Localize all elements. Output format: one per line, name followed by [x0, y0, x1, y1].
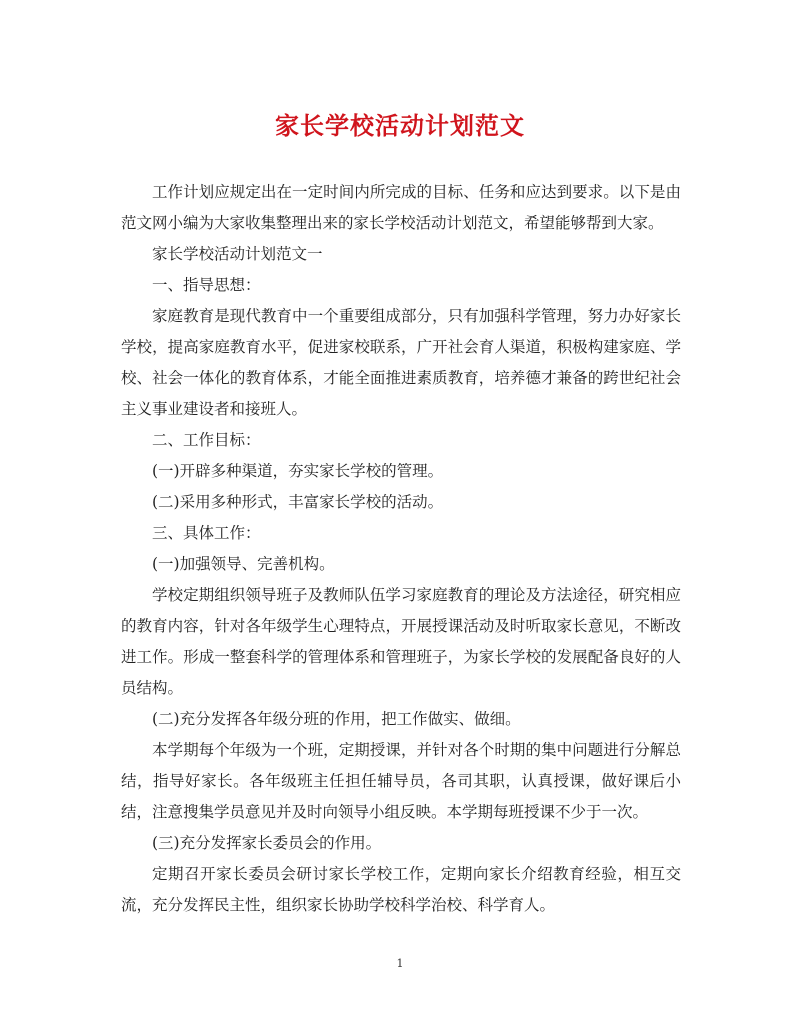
- work-item-two-paragraph: 本学期每个年级为一个班，定期授课，并针对各个时期的集中问题进行分解总结，指导好家长。各年级班主任担任辅导员，各司其职，认真授课，做好课后小结，注意搜集学员意见并及时向领导小组反映。本学期每班授课不少于一次。: [121, 741, 681, 821]
- intro-paragraph: 工作计划应规定出在一定时间内所完成的目标、任务和应达到要求。以下是由范文网小编为大家收集整理出来的家长学校活动计划范文，希望能够帮到大家。: [121, 183, 681, 232]
- document-body: [121, 177, 681, 921]
- work-item-one-paragraph: 学校定期组织领导班子及教师队伍学习家庭教育的理论及方法途径，研究相应的教育内容，针对各年级学生心理特点，开展授课活动及时听取家长意见，不断改进工作。形成一整套科学的管理体系和管理班子，为家长学校的发展配备良好的人员结构。: [121, 586, 681, 697]
- work-item-two-heading: (二)充分发挥各年级分班的作用，把工作做实、做细。: [152, 710, 521, 728]
- goal-item-two: (二)采用多种形式，丰富家长学校的活动。: [152, 493, 444, 511]
- paragraph-guiding-ideology: 家庭教育是现代教育中一个重要组成部分，只有加强科学管理，努力办好家长学校，提高家庭教育水平，促进家校联系，广开社会育人渠道，积极构建家庭、学校、社会一体化的教育体系，才能全面推进素质教育，培养德才兼备的跨世纪社会主义事业建设者和接班人。: [121, 307, 681, 418]
- heading-work-goals: 二、工作目标：: [152, 431, 261, 449]
- work-item-one-heading: (一)加强领导、完善机构。: [152, 555, 335, 573]
- document-title: 家长学校活动计划范文: [275, 111, 525, 140]
- heading-guiding-ideology: 一、指导思想：: [152, 276, 261, 294]
- section-heading-plan-one: 家长学校活动计划范文一: [152, 245, 323, 263]
- goal-item-one: (一)开辟多种渠道，夯实家长学校的管理。: [152, 462, 444, 480]
- work-item-three-paragraph: 定期召开家长委员会研讨家长学校工作，定期向家长介绍教育经验，相互交流，充分发挥民主性，组织家长协助学校科学治校、科学育人。: [121, 865, 681, 914]
- work-item-three-heading: (三)充分发挥家长委员会的作用。: [152, 834, 382, 852]
- page-number: 1: [396, 957, 404, 970]
- heading-specific-work: 三、具体工作：: [152, 524, 261, 542]
